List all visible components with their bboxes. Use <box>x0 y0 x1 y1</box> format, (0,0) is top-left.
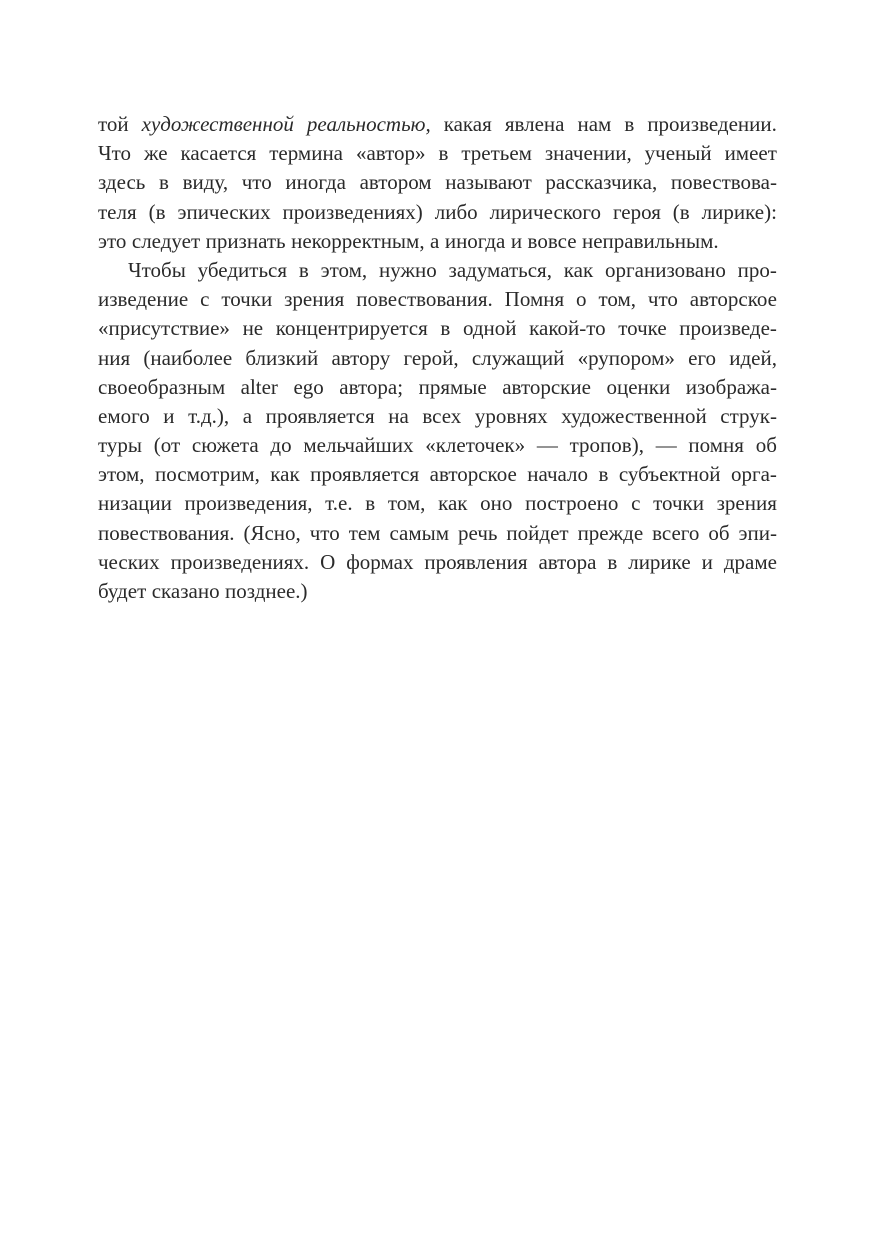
text-line: своеобразным alter ego автора; прямые авторские оценки изобража- <box>98 374 777 399</box>
paragraph <box>98 256 777 606</box>
text-line: будет сказано позднее.) <box>98 579 308 603</box>
text-line: той художественной реальностью, какая явлена нам в произведении. <box>98 112 777 136</box>
text-line: низации произведения, т.е. в том, как оно построено с точки зрения <box>98 491 777 516</box>
text-line: повествования. (Ясно, что тем самым речь пойдет прежде всего об эпи- <box>98 520 777 545</box>
text-line: теля (в эпических произведениях) либо лирического героя (в лирике): <box>98 199 777 224</box>
body-text <box>98 110 777 606</box>
text-line: Чтобы убедиться в этом, нужно задуматься, как организовано про- <box>128 257 777 282</box>
text-line: ческих произведениях. О формах проявления автора в лирике и драме <box>98 549 777 574</box>
text-line: туры (от сюжета до мельчайших «клеточек» — тропов), — помня об <box>98 433 777 458</box>
text-line: Что же касается термина «автор» в третьем значении, ученый имеет <box>98 141 777 166</box>
text-line: ния (наиболее близкий автору герой, служащий «рупором» его идей, <box>98 345 777 370</box>
text-line: «присутствие» не концентрируется в одной какой-то точке произведе- <box>98 316 777 341</box>
text-line: это следует признать некорректным, а иногда и вовсе неправильным. <box>98 228 719 253</box>
text-line: емого и т.д.), а проявляется на всех уровнях художественной струк- <box>98 403 777 428</box>
text-line: этом, посмотрим, как проявляется авторское начало в субъектной орга- <box>98 462 777 487</box>
paragraph <box>98 110 777 256</box>
text-line: здесь в виду, что иногда автором называют рассказчика, повествова- <box>98 170 777 195</box>
text-line: изведение с точки зрения повествования. Помня о том, что авторское <box>98 287 777 312</box>
